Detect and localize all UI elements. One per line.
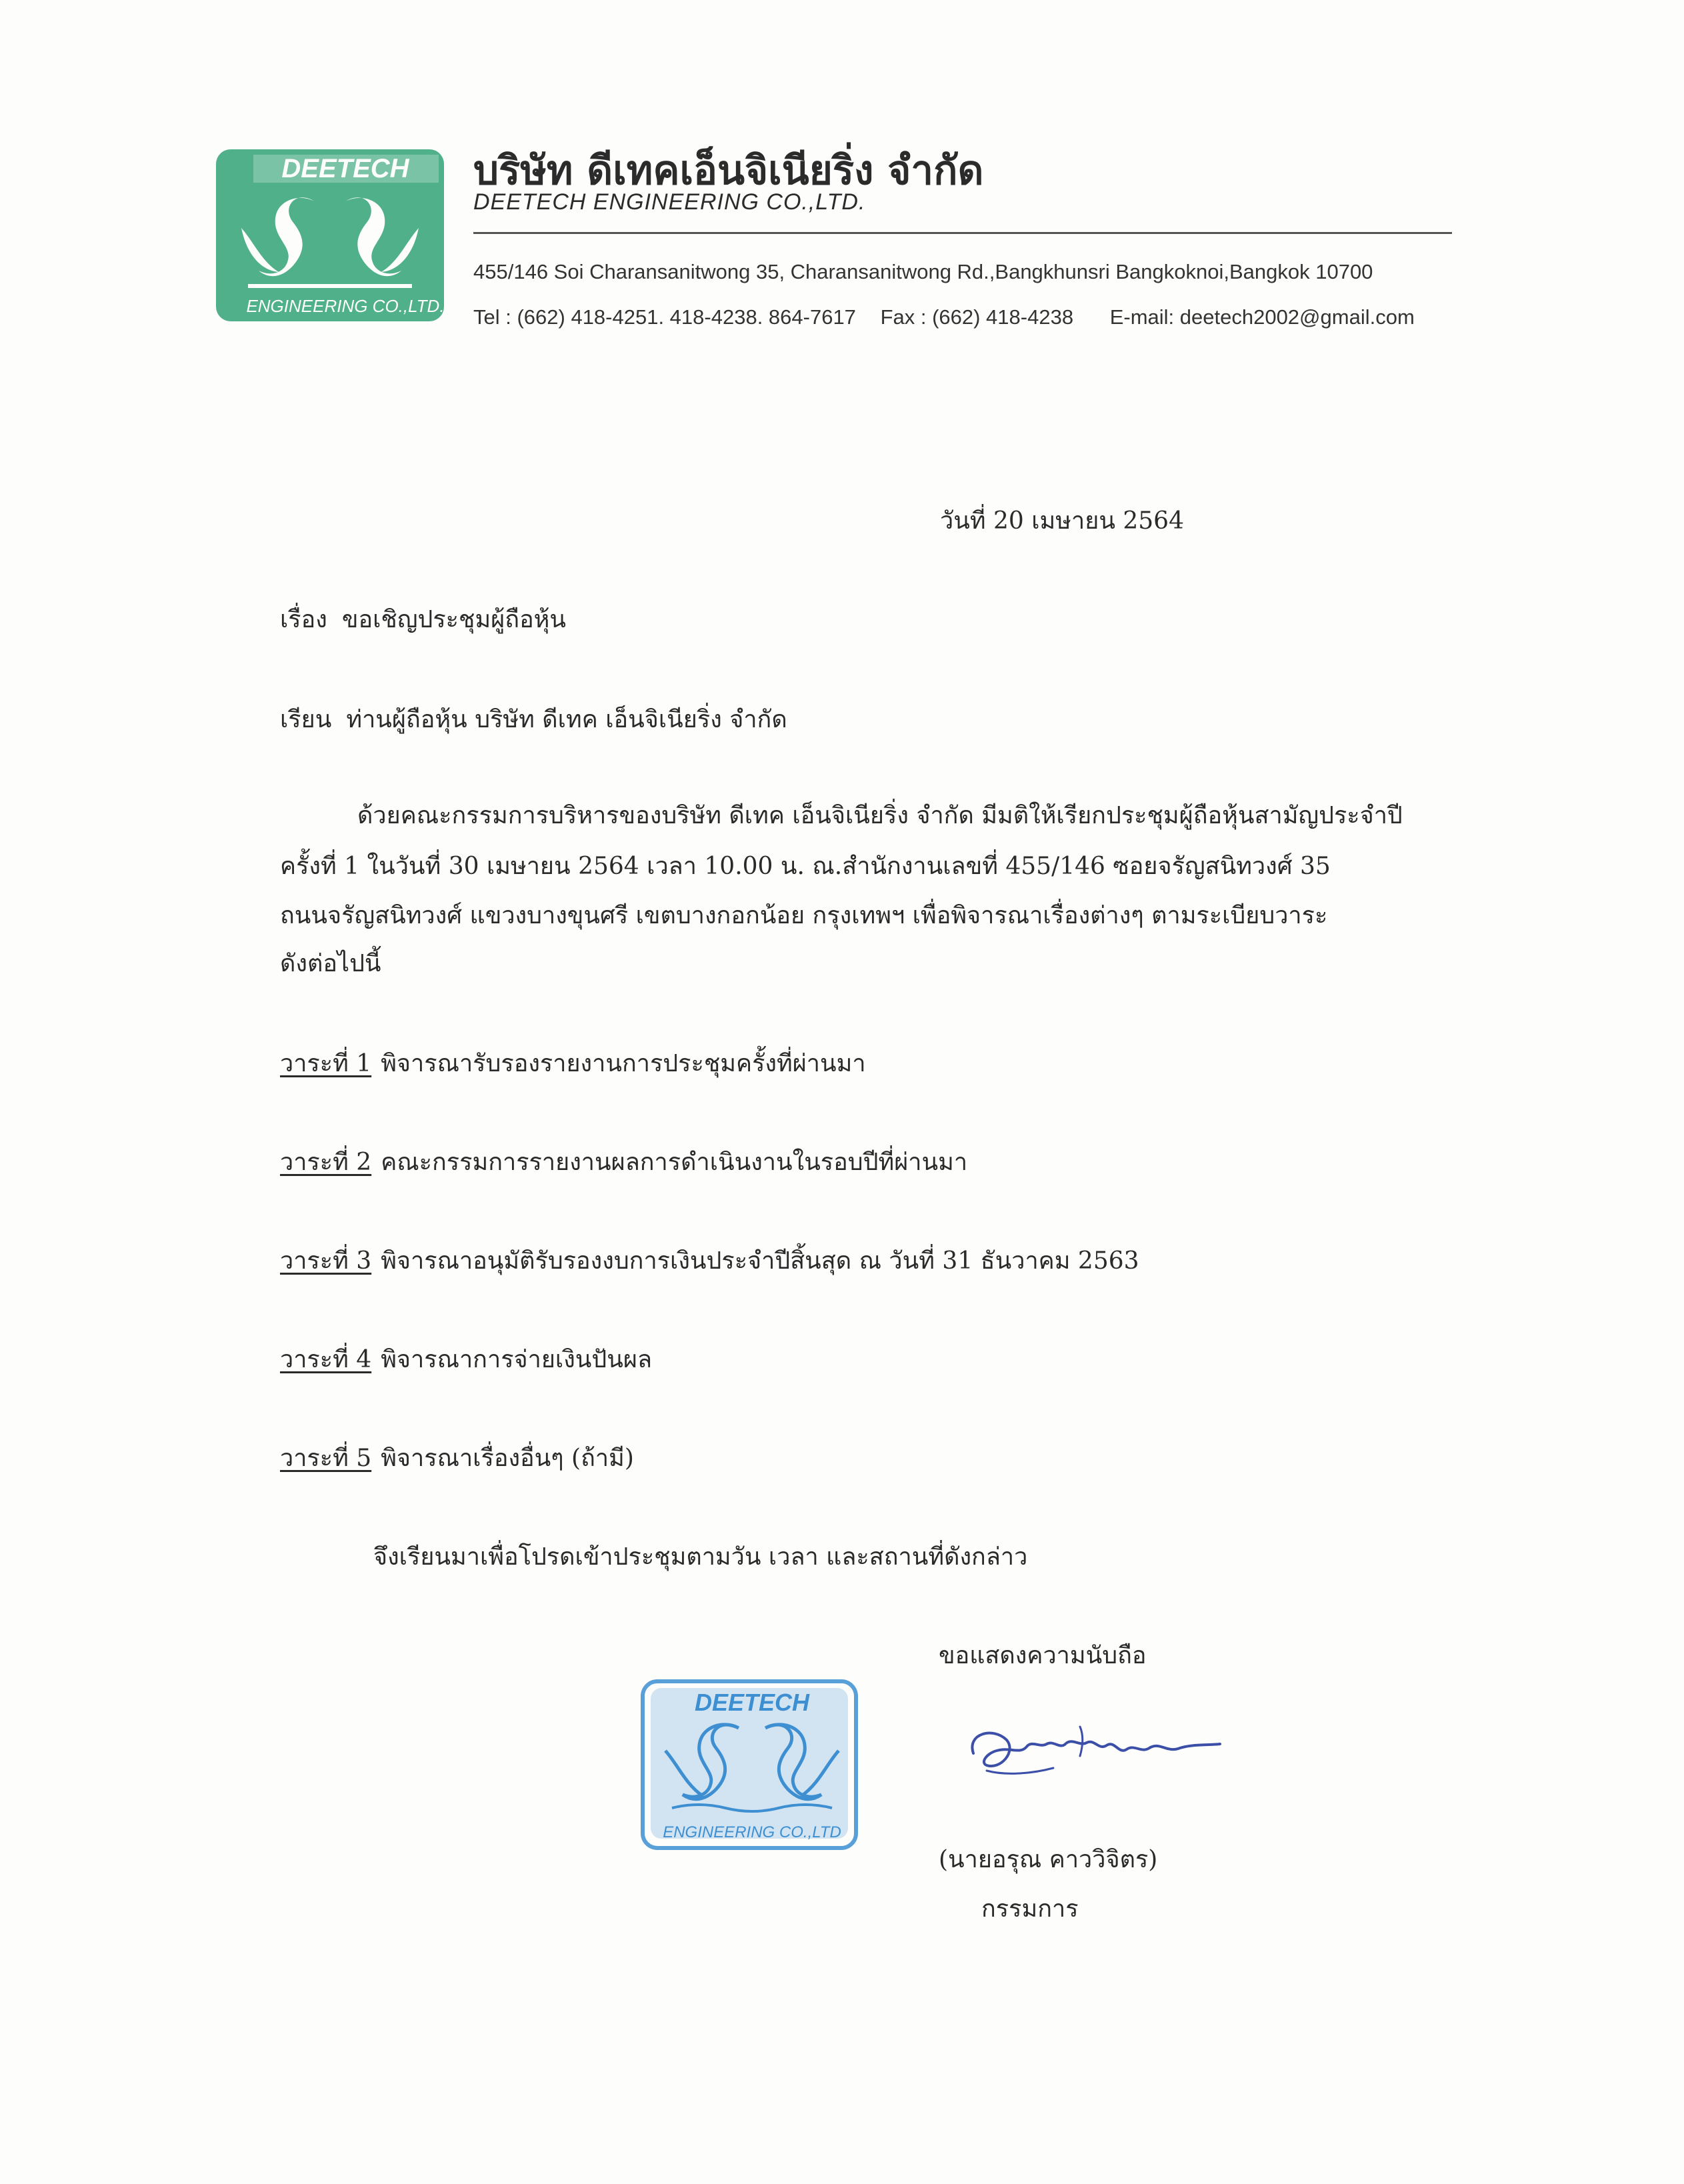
company-logo xyxy=(215,148,445,323)
company-name-english: DEETECH ENGINEERING CO.,LTD. xyxy=(473,189,866,215)
stamp-text-bottom: ENGINEERING CO.,LTD xyxy=(663,1823,841,1841)
agenda-label: วาระที่ 5 xyxy=(280,1445,372,1472)
subject-label: เรื่อง xyxy=(280,606,327,633)
regards-line: ขอแสดงความนับถือ xyxy=(939,1642,1147,1669)
agenda-text: พิจารณาอนุมัติรับรองงบการเงินประจำปีสิ้นสุด ณ วันที่ 31 ธันวาคม 2563 xyxy=(381,1247,1139,1275)
letterhead-divider xyxy=(473,232,1452,234)
body-line: ด้วยคณะกรรมการบริหารของบริษัท ดีเทค เอ็นจิเนียริ่ง จำกัด มีมติให้เรียกประชุมผู้ถือหุ้นสามัญประจำปี xyxy=(357,802,1403,829)
agenda-text: พิจารณาการจ่ายเงินปันผล xyxy=(381,1346,653,1373)
agenda-text: พิจารณารับรองรายงานการประชุมครั้งที่ผ่านมา xyxy=(381,1050,866,1077)
fax: Fax : (662) 418-4238 xyxy=(880,305,1074,329)
agenda-text: คณะกรรมการรายงานผลการดำเนินงานในรอบปีที่ผ่านมา xyxy=(381,1149,968,1176)
handwritten-signature xyxy=(947,1707,1227,1793)
company-address: 455/146 Soi Charansanitwong 35, Charansanitwong Rd.,Bangkhunsri Bangkoknoi,Bangkok 10700 xyxy=(473,260,1373,283)
body-line: ครั้งที่ 1 ในวันที่ 30 เมษายน 2564 เวลา 10.00 น. ณ.สำนักงานเลขที่ 455/146 ซอยจรัญสนิทวงศ์ 35 xyxy=(280,853,1331,880)
agenda-item xyxy=(280,1249,1139,1273)
subject-line xyxy=(280,608,566,632)
agenda-label: วาระที่ 3 xyxy=(280,1247,372,1275)
recipient-text: ท่านผู้ถือหุ้น บริษัท ดีเทค เอ็นจิเนียริ่ง จำกัด xyxy=(346,706,787,733)
agenda-label: วาระที่ 4 xyxy=(280,1346,372,1373)
recipient-line xyxy=(280,708,787,732)
body-line: ดังต่อไปนี้ xyxy=(280,950,381,977)
agenda-item xyxy=(280,1052,866,1076)
contact-line xyxy=(473,305,1415,329)
logo-text-bottom: ENGINEERING CO.,LTD. xyxy=(246,296,445,316)
agenda-item xyxy=(280,1348,652,1372)
agenda-label: วาระที่ 1 xyxy=(280,1050,372,1077)
company-stamp xyxy=(639,1677,860,1852)
closing-line: จึงเรียนมาเพื่อโปรดเข้าประชุมตามวัน เวลา และสถานที่ดังกล่าว xyxy=(373,1543,1028,1571)
agenda-item xyxy=(280,1447,634,1471)
body-line: ถนนจรัญสนิทวงศ์ แขวงบางขุนศรี เขตบางกอกน้อย กรุงเทพฯ เพื่อพิจารณาเรื่องต่างๆ ตามระเบียบวาระ xyxy=(280,902,1328,929)
logo-text-top: DEETECH xyxy=(281,154,409,183)
stamp-text-top: DEETECH xyxy=(694,1689,810,1716)
email: E-mail: deetech2002@gmail.com xyxy=(1109,305,1415,329)
agenda-label: วาระที่ 2 xyxy=(280,1149,372,1176)
agenda-item xyxy=(280,1151,967,1175)
company-name-thai: บริษัท ดีเทคเอ็นจิเนียริ่ง จำกัด xyxy=(473,147,984,194)
letter-date: วันที่ 20 เมษายน 2564 xyxy=(940,507,1184,535)
telephone: Tel : (662) 418-4251. 418-4238. 864-7617 xyxy=(473,305,856,329)
signer-name: (นายอรุณ คาววิจิตร) xyxy=(939,1846,1158,1873)
agenda-text: พิจารณาเรื่องอื่นๆ (ถ้ามี) xyxy=(381,1445,634,1472)
subject-text: ขอเชิญประชุมผู้ถือหุ้น xyxy=(341,606,567,633)
signer-title: กรรมการ xyxy=(981,1895,1079,1923)
recipient-label: เรียน xyxy=(280,706,332,733)
